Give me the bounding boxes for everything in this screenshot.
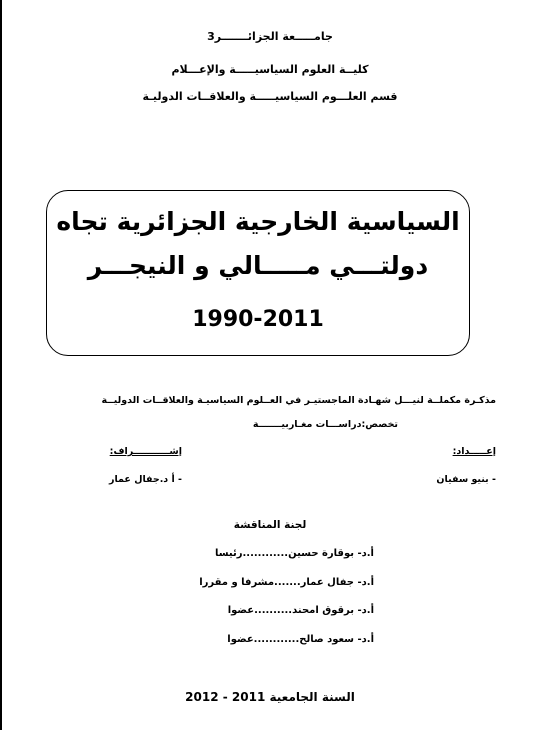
page-left-border	[0, 0, 2, 730]
thesis-title-line-2: دولتـــي مـــــالي و النيجـــر	[87, 251, 429, 280]
committee-member-4: أ.د- سعود صالح............عضوا	[227, 634, 374, 645]
thesis-note: مذكـرة مكملــة لنيـــل شهـادة الماجستيـر في العــلوم السياسيـة والعلاقــات الدوليــة	[101, 395, 496, 406]
academic-year: السنة الجامعية 2011 - 2012	[185, 690, 355, 704]
committee-member-3: أ.د- برقوق امحند..........عضوا	[227, 605, 374, 616]
prepared-by-name: - بنيو سفيان	[436, 474, 496, 485]
thesis-title-line-1: السياسية الخارجية الجزائرية تجاه	[56, 207, 460, 236]
prepared-by-label: إعـــــداد:	[452, 446, 496, 457]
university-name: جامـــــعة الجزائـــــــر3	[207, 30, 333, 43]
thesis-title-years: 1990-2011	[192, 307, 324, 332]
committee-member-1: أ.د- بوقارة حسين............رئيسا	[214, 548, 374, 559]
committee-title: لجنة المناقشة	[233, 519, 307, 531]
supervision-label: إشـــــــــــراف:	[109, 446, 182, 457]
committee-member-2: أ.د- جفال عمار.......مشرفا و مقررا	[199, 577, 374, 588]
thesis-specialty: تخصص:دراســـات مغـاربيـــــــة	[252, 419, 398, 430]
faculty-name: كليــة العلوم السياسيـــــة والإعـــلام	[171, 63, 369, 76]
department-name: قسم العلـــوم السياسيـــــة والعلاقــات الدوليـة	[142, 90, 398, 103]
thesis-title-box	[46, 190, 470, 356]
supervisor-name: - أ د.جفال عمار	[109, 474, 182, 485]
